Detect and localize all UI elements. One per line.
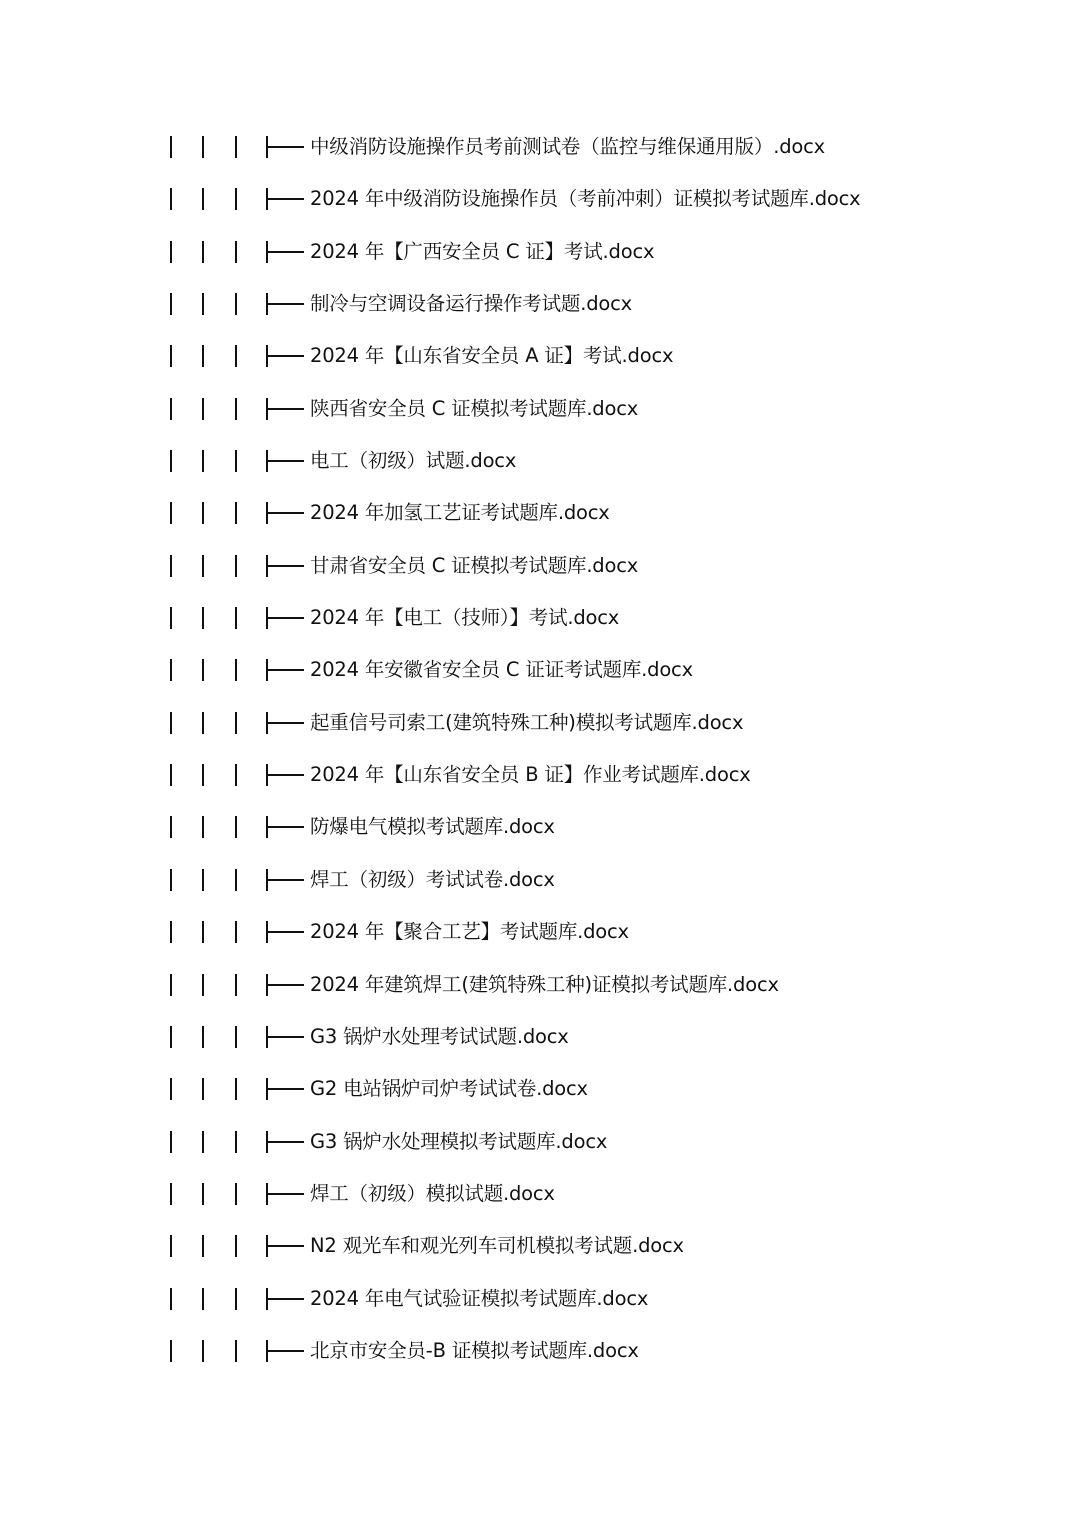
tree-vertical-line — [170, 607, 172, 629]
file-tree-row — [0, 436, 1080, 488]
file-name: 2024 年电气试验证模拟考试题库.docx — [310, 1286, 649, 1310]
tree-vertical-line — [170, 869, 172, 891]
file-tree-row — [0, 907, 1080, 959]
tree-vertical-line — [202, 136, 204, 158]
file-tree-row — [0, 1326, 1080, 1378]
tree-branch-connector — [266, 188, 306, 210]
tree-branch-connector — [266, 712, 306, 734]
tree-vertical-line — [170, 345, 172, 367]
tree-vertical-line — [170, 293, 172, 315]
tree-vertical-line — [202, 345, 204, 367]
tree-vertical-line — [170, 764, 172, 786]
file-tree-row — [0, 802, 1080, 854]
tree-branch-connector — [266, 450, 306, 472]
tree-vertical-line — [170, 136, 172, 158]
tree-vertical-line — [235, 188, 237, 210]
tree-vertical-line — [235, 1026, 237, 1048]
tree-vertical-line — [202, 1026, 204, 1048]
tree-vertical-line — [170, 188, 172, 210]
tree-vertical-line — [202, 293, 204, 315]
file-tree-row — [0, 174, 1080, 226]
tree-vertical-line — [202, 1235, 204, 1257]
tree-vertical-line — [235, 502, 237, 524]
tree-vertical-line — [202, 712, 204, 734]
tree-branch-connector — [266, 1235, 306, 1257]
tree-vertical-line — [202, 1078, 204, 1100]
tree-vertical-line — [202, 555, 204, 577]
file-name: 焊工（初级）模拟试题.docx — [310, 1181, 555, 1205]
file-tree-row — [0, 593, 1080, 645]
tree-vertical-line — [170, 816, 172, 838]
tree-vertical-line — [235, 659, 237, 681]
tree-branch-connector — [266, 1340, 306, 1362]
tree-vertical-line — [202, 1183, 204, 1205]
tree-vertical-line — [235, 607, 237, 629]
file-name: 北京市安全员-B 证模拟考试题库.docx — [310, 1338, 639, 1362]
tree-vertical-line — [170, 659, 172, 681]
file-tree-row — [0, 1117, 1080, 1169]
tree-vertical-line — [202, 502, 204, 524]
file-name: G2 电站锅炉司炉考试试卷.docx — [310, 1077, 588, 1101]
file-name: N2 观光车和观光列车司机模拟考试题.docx — [310, 1234, 684, 1258]
file-name: 2024 年安徽省安全员 C 证证考试题库.docx — [310, 658, 693, 682]
tree-vertical-line — [202, 1340, 204, 1362]
tree-branch-connector — [266, 136, 306, 158]
file-tree-row — [0, 488, 1080, 540]
file-tree-row — [0, 750, 1080, 802]
tree-vertical-line — [170, 1235, 172, 1257]
tree-vertical-line — [235, 1288, 237, 1310]
file-tree-row — [0, 1012, 1080, 1064]
tree-vertical-line — [235, 1235, 237, 1257]
file-tree-row — [0, 1064, 1080, 1116]
file-tree-row — [0, 855, 1080, 907]
tree-branch-connector — [266, 869, 306, 891]
file-name: 甘肃省安全员 C 证模拟考试题库.docx — [310, 553, 639, 577]
file-tree-row — [0, 331, 1080, 383]
file-tree-row — [0, 1221, 1080, 1273]
tree-vertical-line — [235, 921, 237, 943]
file-name: 2024 年中级消防设施操作员（考前冲刺）证模拟考试题库.docx — [310, 187, 861, 211]
tree-vertical-line — [202, 607, 204, 629]
file-tree-row — [0, 960, 1080, 1012]
tree-vertical-line — [202, 1288, 204, 1310]
tree-branch-connector — [266, 659, 306, 681]
tree-vertical-line — [202, 241, 204, 263]
tree-vertical-line — [235, 450, 237, 472]
tree-branch-connector — [266, 293, 306, 315]
tree-vertical-line — [235, 869, 237, 891]
tree-vertical-line — [170, 1288, 172, 1310]
file-name: 2024 年【聚合工艺】考试题库.docx — [310, 920, 629, 944]
tree-branch-connector — [266, 398, 306, 420]
tree-vertical-line — [202, 1131, 204, 1153]
tree-vertical-line — [170, 555, 172, 577]
tree-branch-connector — [266, 1078, 306, 1100]
tree-vertical-line — [235, 241, 237, 263]
file-name: 2024 年【山东省安全员 A 证】考试.docx — [310, 344, 674, 368]
tree-branch-connector — [266, 241, 306, 263]
tree-vertical-line — [235, 398, 237, 420]
file-tree-row — [0, 122, 1080, 174]
tree-vertical-line — [235, 1340, 237, 1362]
tree-branch-connector — [266, 764, 306, 786]
tree-vertical-line — [202, 764, 204, 786]
tree-vertical-line — [170, 1183, 172, 1205]
tree-vertical-line — [202, 816, 204, 838]
tree-vertical-line — [235, 1078, 237, 1100]
tree-vertical-line — [202, 869, 204, 891]
tree-vertical-line — [202, 974, 204, 996]
file-name: 中级消防设施操作员考前测试卷（监控与维保通用版）.docx — [310, 135, 825, 158]
tree-branch-connector — [266, 816, 306, 838]
tree-vertical-line — [235, 712, 237, 734]
file-tree-row — [0, 698, 1080, 750]
file-name: 电工（初级）试题.docx — [310, 449, 517, 473]
file-name: G3 锅炉水处理考试试题.docx — [310, 1024, 569, 1048]
tree-vertical-line — [170, 450, 172, 472]
file-name: 2024 年加氢工艺证考试题库.docx — [310, 501, 610, 525]
tree-branch-connector — [266, 1288, 306, 1310]
tree-vertical-line — [202, 450, 204, 472]
file-name: 制冷与空调设备运行操作考试题.docx — [310, 292, 632, 316]
file-tree-row — [0, 1274, 1080, 1326]
tree-vertical-line — [170, 241, 172, 263]
file-tree-row — [0, 279, 1080, 331]
file-name: 防爆电气模拟考试题库.docx — [310, 815, 555, 839]
file-tree-row — [0, 1169, 1080, 1221]
tree-vertical-line — [235, 764, 237, 786]
file-name: 2024 年【山东省安全员 B 证】作业考试题库.docx — [310, 763, 751, 787]
tree-branch-connector — [266, 1026, 306, 1048]
tree-vertical-line — [202, 659, 204, 681]
tree-vertical-line — [170, 1131, 172, 1153]
tree-branch-connector — [266, 1183, 306, 1205]
tree-vertical-line — [235, 136, 237, 158]
file-tree — [0, 122, 1080, 1378]
file-name: 2024 年建筑焊工(建筑特殊工种)证模拟考试题库.docx — [310, 972, 779, 996]
tree-vertical-line — [170, 1078, 172, 1100]
file-tree-row — [0, 384, 1080, 436]
tree-vertical-line — [235, 1183, 237, 1205]
tree-branch-connector — [266, 502, 306, 524]
tree-branch-connector — [266, 921, 306, 943]
tree-branch-connector — [266, 555, 306, 577]
file-name: 2024 年【广西安全员 C 证】考试.docx — [310, 239, 655, 263]
file-name: 2024 年【电工（技师）】考试.docx — [310, 606, 620, 630]
tree-vertical-line — [170, 1026, 172, 1048]
tree-vertical-line — [235, 345, 237, 367]
file-name: G3 锅炉水处理模拟考试题库.docx — [310, 1129, 608, 1153]
tree-vertical-line — [235, 1131, 237, 1153]
tree-vertical-line — [235, 293, 237, 315]
tree-branch-connector — [266, 974, 306, 996]
file-tree-row — [0, 541, 1080, 593]
tree-vertical-line — [170, 921, 172, 943]
tree-vertical-line — [202, 398, 204, 420]
tree-branch-connector — [266, 1131, 306, 1153]
tree-branch-connector — [266, 345, 306, 367]
file-name: 起重信号司索工(建筑特殊工种)模拟考试题库.docx — [310, 710, 744, 734]
tree-vertical-line — [202, 921, 204, 943]
tree-vertical-line — [170, 1340, 172, 1362]
file-name: 焊工（初级）考试试卷.docx — [310, 867, 555, 891]
file-name: 陕西省安全员 C 证模拟考试题库.docx — [310, 396, 639, 420]
tree-vertical-line — [170, 502, 172, 524]
tree-vertical-line — [202, 188, 204, 210]
tree-vertical-line — [235, 555, 237, 577]
tree-vertical-line — [170, 712, 172, 734]
tree-vertical-line — [170, 974, 172, 996]
tree-vertical-line — [235, 816, 237, 838]
tree-vertical-line — [235, 974, 237, 996]
tree-vertical-line — [170, 398, 172, 420]
tree-branch-connector — [266, 607, 306, 629]
file-tree-row — [0, 227, 1080, 279]
file-tree-row — [0, 645, 1080, 697]
